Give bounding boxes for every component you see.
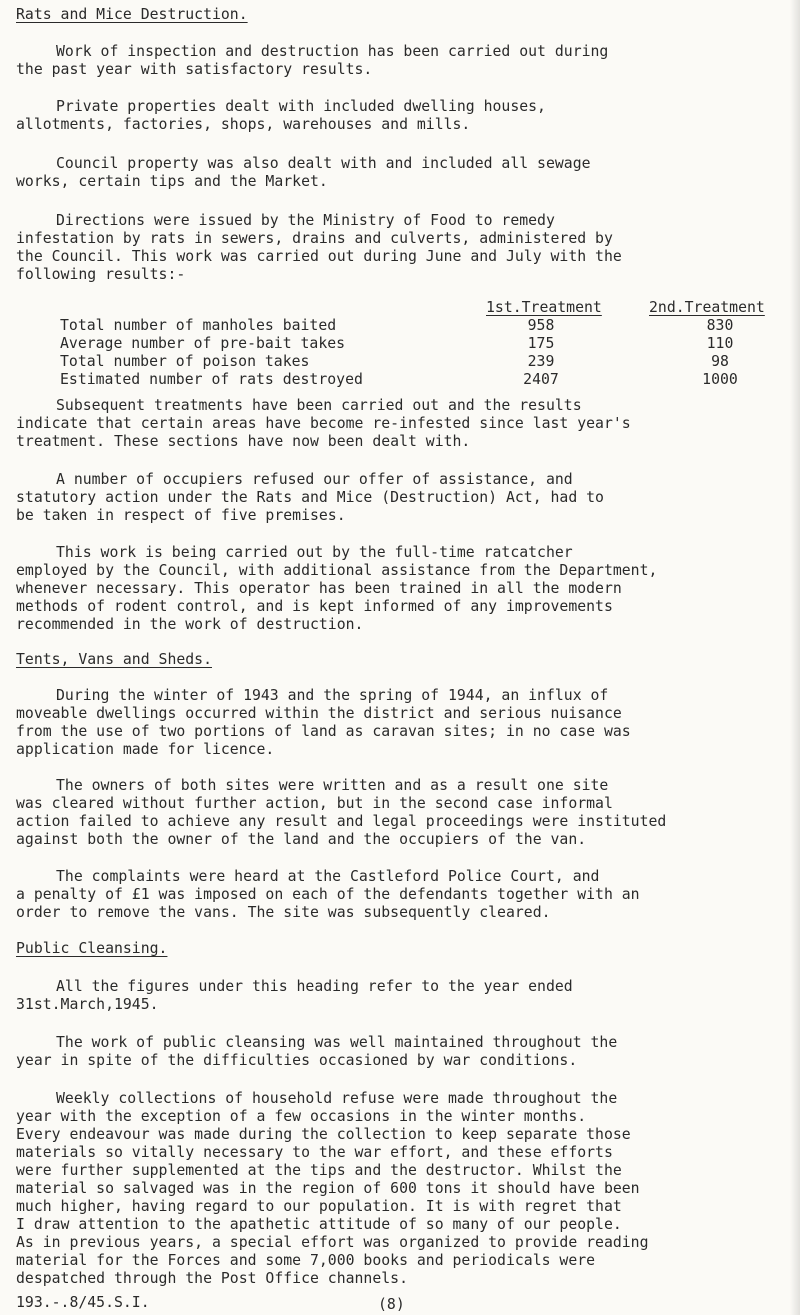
cleansing-paragraph-3-line-8: I draw attention to the apathetic attitude of so many of our people.	[16, 1216, 622, 1233]
rats-paragraph-7-line-2: employed by the Council, with additional assistance from the Department,	[16, 562, 658, 579]
rats-paragraph-4-line-4: following results:-	[16, 266, 186, 283]
table-column-header-2nd: 2nd.Treatment	[649, 299, 765, 316]
rats-paragraph-4-line-3: the Council. This work was carried out during June and July with the	[16, 248, 622, 265]
cleansing-paragraph-2-line-2: year in spite of the difficulties occasioned by war conditions.	[16, 1052, 578, 1069]
page-number: (8)	[378, 1296, 405, 1313]
rats-paragraph-2-line-2: allotments, factories, shops, warehouses and mills.	[16, 116, 471, 133]
tents-paragraph-2-line-3: action failed to achieve any result and legal proceedings were instituted	[16, 813, 667, 830]
cleansing-paragraph-3-line-7: much higher, having regard to our population. It is with regret that	[16, 1198, 622, 1215]
rats-paragraph-5-line-2: indicate that certain areas have become re-infested since last year's	[16, 415, 631, 432]
rats-paragraph-7-line-4: methods of rodent control, and is kept informed of any improvements	[16, 598, 613, 615]
tents-paragraph-3-line-1: The complaints were heard at the Castleford Police Court, and	[56, 868, 600, 885]
rats-paragraph-1-line-2: the past year with satisfactory results.	[16, 61, 373, 78]
rats-paragraph-7-line-3: whenever necessary. This operator has been trained in all the modern	[16, 580, 622, 597]
cleansing-paragraph-3-line-3: Every endeavour was made during the collection to keep separate those	[16, 1126, 631, 1143]
cleansing-paragraph-1-line-2: 31st.March,1945.	[16, 996, 159, 1013]
rats-paragraph-7-line-5: recommended in the work of destruction.	[16, 616, 364, 633]
rats-paragraph-4-line-2: infestation by rats in sewers, drains and culverts, administered by	[16, 230, 613, 247]
tents-paragraph-3-line-3: order to remove the vans. The site was subsequently cleared.	[16, 904, 551, 921]
tents-paragraph-1-line-1: During the winter of 1943 and the spring of 1944, an influx of	[56, 687, 609, 704]
rats-paragraph-6-line-3: be taken in respect of five premises.	[16, 507, 346, 524]
cleansing-paragraph-3-line-11: despatched through the Post Office channels.	[16, 1270, 408, 1287]
table-cell-value: 98	[711, 353, 729, 370]
table-row-label: Average number of pre-bait takes	[60, 335, 346, 352]
rats-paragraph-6-line-1: A number of occupiers refused our offer of assistance, and	[56, 471, 573, 488]
table-cell-value: 830	[706, 317, 734, 334]
section-heading-cleansing: Public Cleansing.	[16, 940, 168, 957]
table-cell-value: 110	[706, 335, 734, 352]
table-cell-value: 2407	[523, 371, 559, 388]
rats-paragraph-4-line-1: Directions were issued by the Ministry of Food to remedy	[56, 212, 555, 229]
cleansing-paragraph-2-line-1: The work of public cleansing was well maintained throughout the	[56, 1034, 618, 1051]
tents-paragraph-1-line-2: moveable dwellings occurred within the district and serious nuisance	[16, 705, 622, 722]
table-row-label: Total number of poison takes	[60, 353, 310, 370]
cleansing-paragraph-3-line-4: materials so vitally necessary to the war effort, and these efforts	[16, 1144, 613, 1161]
tents-paragraph-1-line-4: application made for licence.	[16, 741, 275, 758]
cleansing-paragraph-3-line-6: material so salvaged was in the region of 600 tons it should have been	[16, 1180, 640, 1197]
cleansing-paragraph-3-line-9: As in previous years, a special effort was organized to provide reading	[16, 1234, 649, 1251]
cleansing-paragraph-3-line-2: year with the exception of a few occasions in the winter months.	[16, 1108, 587, 1125]
tents-paragraph-3-line-2: a penalty of £1 was imposed on each of the defendants together with an	[16, 886, 640, 903]
tents-paragraph-2-line-1: The owners of both sites were written and as a result one site	[56, 777, 609, 794]
table-cell-value: 1000	[702, 371, 738, 388]
rats-paragraph-7-line-1: This work is being carried out by the full-time ratcatcher	[56, 544, 573, 561]
tents-paragraph-2-line-2: was cleared without further action, but in the second case informal	[16, 795, 613, 812]
table-cell-value: 175	[527, 335, 555, 352]
section-heading-rats: Rats and Mice Destruction.	[16, 6, 248, 23]
cleansing-paragraph-3-line-10: material for the Forces and some 7,000 books and periodicals were	[16, 1252, 596, 1269]
cleansing-paragraph-3-line-5: were further supplemented at the tips and the destructor. Whilst the	[16, 1162, 622, 1179]
rats-paragraph-6-line-2: statutory action under the Rats and Mice (Destruction) Act, had to	[16, 489, 604, 506]
table-row-label: Estimated number of rats destroyed	[60, 371, 363, 388]
cleansing-paragraph-3-line-1: Weekly collections of household refuse were made throughout the	[56, 1090, 618, 1107]
table-cell-value: 958	[527, 317, 555, 334]
section-heading-tents: Tents, Vans and Sheds.	[16, 651, 212, 668]
cleansing-paragraph-1-line-1: All the figures under this heading refer to the year ended	[56, 978, 573, 995]
tents-paragraph-1-line-3: from the use of two portions of land as caravan sites; in no case was	[16, 723, 631, 740]
rats-paragraph-5-line-1: Subsequent treatments have been carried out and the results	[56, 397, 582, 414]
rats-paragraph-5-line-3: treatment. These sections have now been dealt with.	[16, 433, 471, 450]
table-cell-value: 239	[527, 353, 555, 370]
table-column-header-1st: 1st.Treatment	[486, 299, 602, 316]
rats-paragraph-2-line-1: Private properties dealt with included dwelling houses,	[56, 98, 546, 115]
page-edge-shadow	[790, 0, 800, 1315]
tents-paragraph-2-line-4: against both the owner of the land and the occupiers of the van.	[16, 831, 587, 848]
rats-paragraph-1-line-1: Work of inspection and destruction has been carried out during	[56, 43, 609, 60]
print-code: 193.-.8/45.S.I.	[16, 1294, 150, 1311]
rats-paragraph-3-line-1: Council property was also dealt with and included all sewage	[56, 155, 591, 172]
table-row-label: Total number of manholes baited	[60, 317, 337, 334]
rats-paragraph-3-line-2: works, certain tips and the Market.	[16, 173, 328, 190]
